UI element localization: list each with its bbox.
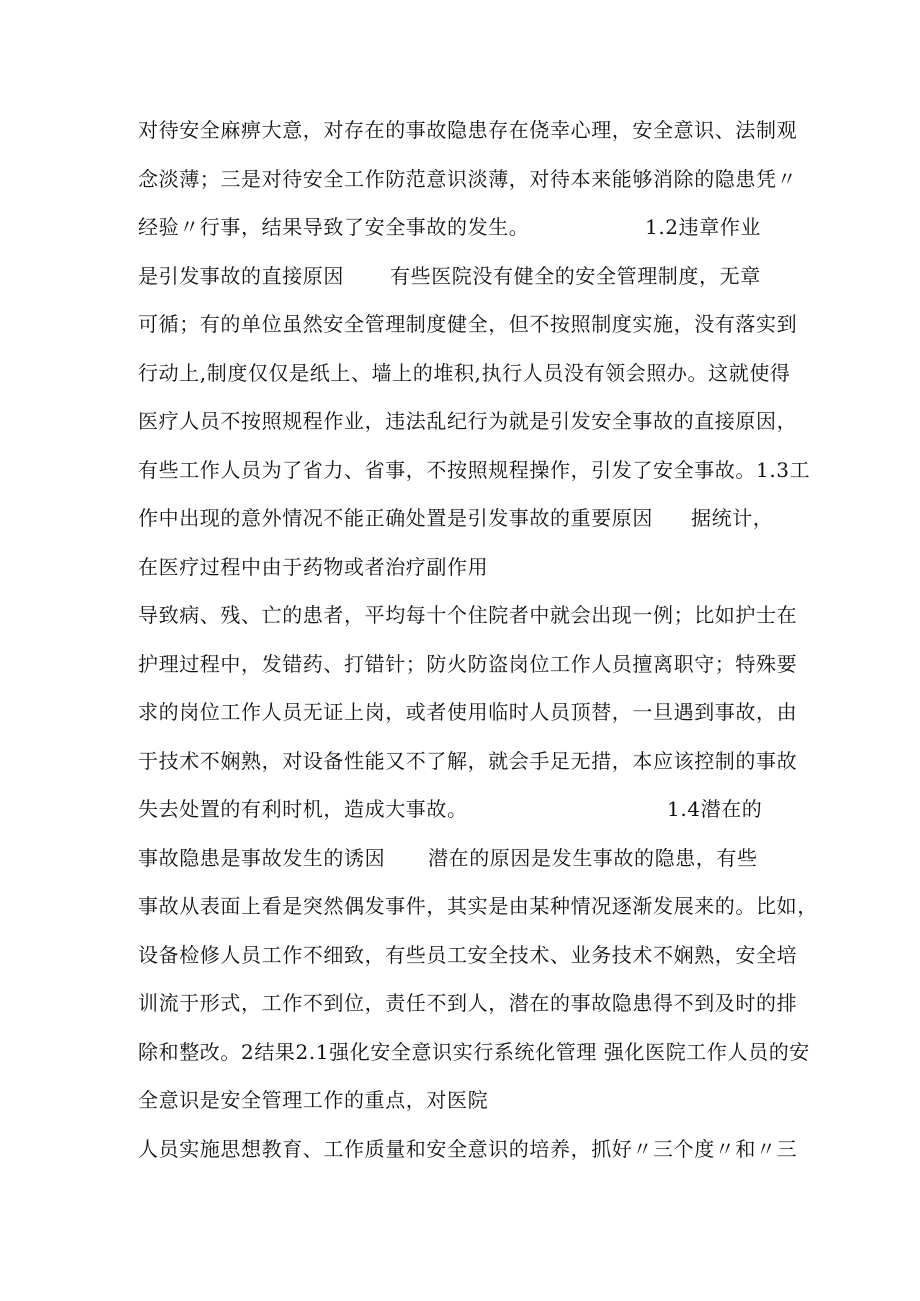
text-segment: 念淡薄；三是对待安全工作防范意识淡薄，对待本来能够消除的隐患凭〃 <box>138 167 798 191</box>
text-segment: 导致病、残、亡的患者，平均每十个住院者中就会出现一例；比如护士在 <box>138 603 798 627</box>
text-segment: 有些工作人员为了省力、省事，不按照规程操作，引发了安全事故。1.3工 <box>138 458 811 482</box>
text-segment: 护理过程中，发错药、打错针；防火防盗岗位工作人员擅离职守；特殊要 <box>138 652 798 676</box>
text-segment: 潜在的原因是发生事故的隐患，有些 <box>428 846 758 870</box>
text-segment: 失去处置的有利时机，造成大事故。 <box>138 797 468 821</box>
section-heading: 是引发事故的直接原因 <box>138 264 344 288</box>
text-segment: 设备检修人员工作不细致，有些员工安全技术、业务技术不娴熟，安全培 <box>138 943 798 967</box>
text-segment: 事故从表面上看是突然偶发事件，其实是由某种情况逐渐发展来的。比如， <box>138 894 818 918</box>
text-segment: 对待安全麻痹大意，对存在的事故隐患存在侥幸心理，安全意识、法制观 <box>138 118 798 142</box>
section-heading: 事故隐患是事故发生的诱因 <box>138 846 386 870</box>
text-segment: 可循；有的单位虽然安全管理制度健全，但不按照制度实施，没有落实到 <box>138 312 798 336</box>
section-heading: 1.2违章作业 <box>645 215 762 239</box>
text-segment: 人员实施思想教育、工作质量和安全意识的培养，抓好〃三个度〃和〃三 <box>138 1137 798 1161</box>
text-segment: 有些医院没有健全的安全管理制度，无章 <box>390 264 761 288</box>
text-segment: 训流于形式，工作不到位，责任不到人，潜在的事故隐患得不到及时的排 <box>138 991 798 1015</box>
text-segment: 据统计， <box>691 506 774 530</box>
text-segment: 求的岗位工作人员无证上岗，或者使用临时人员顶替，一旦遇到事故，由 <box>138 700 798 724</box>
text-segment: 除和整改。2结果2.1强化安全意识实行系统化管理 强化医院工作人员的安 <box>138 1040 810 1064</box>
text-segment: 经验〃行事，结果导致了安全事故的发生。 <box>138 215 530 239</box>
text-segment: 在医疗过程中由于药物或者治疗副作用 <box>138 555 489 579</box>
text-segment: 行动上,制度仅仅是纸上、墙上的堆积,执行人员没有领会照办。这就使得 <box>138 361 791 385</box>
section-heading: 1.4潜在的 <box>667 797 763 821</box>
text-segment: 全意识是安全管理工作的重点，对医院 <box>138 1088 489 1112</box>
section-heading: 作中出现的意外情况不能正确处置是引发事故的重要原因 <box>138 506 653 530</box>
text-segment: 于技术不娴熟，对设备性能又不了解，就会手足无措，本应该控制的事故 <box>138 749 798 773</box>
text-segment: 医疗人员不按照规程作业，违法乱纪行为就是引发安全事故的直接原因， <box>138 409 798 433</box>
